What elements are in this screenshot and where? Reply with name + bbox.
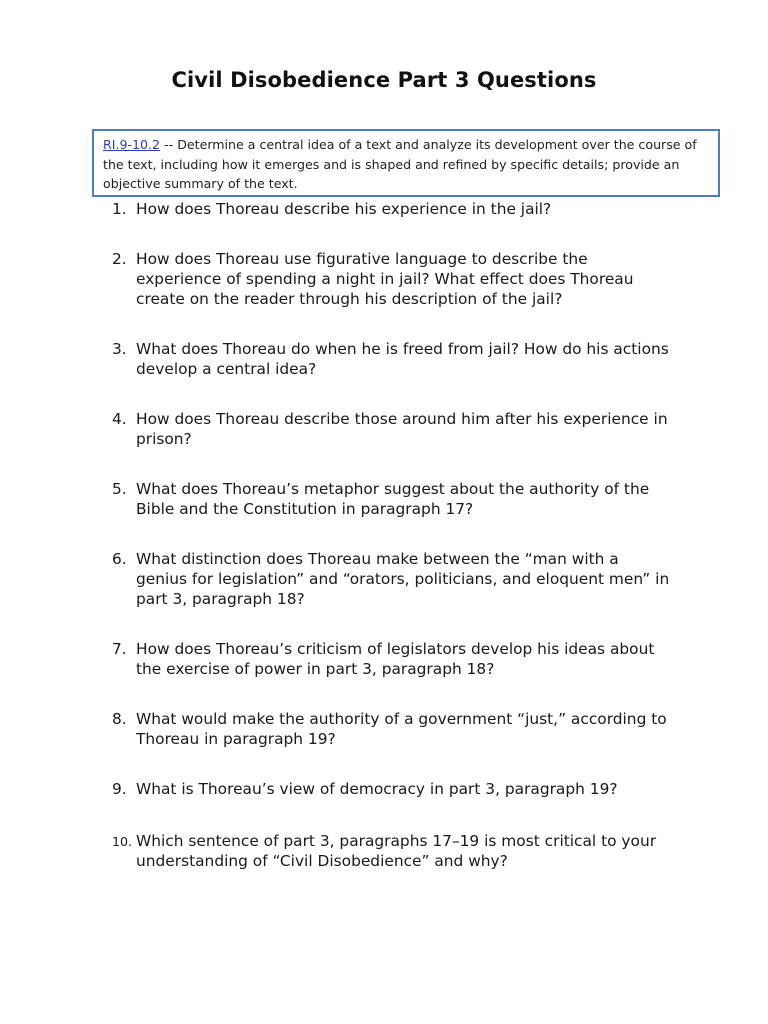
- question-number: 2.: [112, 250, 127, 268]
- question-number: 6.: [112, 550, 127, 568]
- question-text: How does Thoreau use figurative language to describe the experience of spending a night in jail? What effect does Thoreau create on the reader through his description of the jail?: [136, 250, 634, 308]
- question-number: 7.: [112, 640, 127, 658]
- question-number: 10.: [112, 834, 133, 849]
- question-5: [112, 479, 672, 519]
- question-4: [112, 409, 672, 449]
- question-number: 8.: [112, 710, 127, 728]
- question-text: What distinction does Thoreau make between the “man with a genius for legislation” and “orators, politicians, and eloquent men” in part 3, paragraph 18?: [136, 550, 670, 608]
- question-number: 5.: [112, 480, 127, 498]
- question-text: How does Thoreau describe his experience in the jail?: [136, 200, 552, 218]
- question-9: [112, 779, 672, 799]
- question-text: How does Thoreau describe those around him after his experience in prison?: [136, 410, 668, 448]
- question-3: [112, 339, 672, 379]
- question-text: Which sentence of part 3, paragraphs 17–19 is most critical to your understanding of “Civil Disobedience” and why?: [136, 832, 657, 870]
- standard-description: Determine a central idea of a text and analyze its development over the course of the text, including how it emerges and is shaped and refined by specific details; provide an objective summary of the text.: [103, 137, 697, 191]
- question-1: [112, 199, 672, 219]
- page-title: Civil Disobedience Part 3 Questions: [171, 68, 597, 92]
- question-text: What is Thoreau’s view of democracy in part 3, paragraph 19?: [136, 780, 618, 798]
- question-text: How does Thoreau’s criticism of legislators develop his ideas about the exercise of power in part 3, paragraph 18?: [136, 640, 655, 678]
- question-8: [112, 709, 672, 749]
- question-10: [112, 831, 672, 871]
- question-number: 9.: [112, 780, 127, 798]
- question-text: What would make the authority of a government “just,” according to Thoreau in paragraph 19?: [136, 710, 667, 748]
- question-number: 1.: [112, 200, 127, 218]
- question-text: What does Thoreau do when he is freed from jail? How do his actions develop a central idea?: [136, 340, 669, 378]
- question-7: [112, 639, 672, 679]
- question-2: [112, 249, 672, 309]
- standard-separator: --: [160, 137, 178, 152]
- standard-box: [92, 129, 720, 197]
- question-number: 3.: [112, 340, 127, 358]
- standard-code-link[interactable]: RI.9-10.2: [103, 137, 161, 152]
- question-number: 4.: [112, 410, 127, 428]
- question-text: What does Thoreau’s metaphor suggest about the authority of the Bible and the Constitution in paragraph 17?: [136, 480, 650, 518]
- question-6: [112, 549, 672, 609]
